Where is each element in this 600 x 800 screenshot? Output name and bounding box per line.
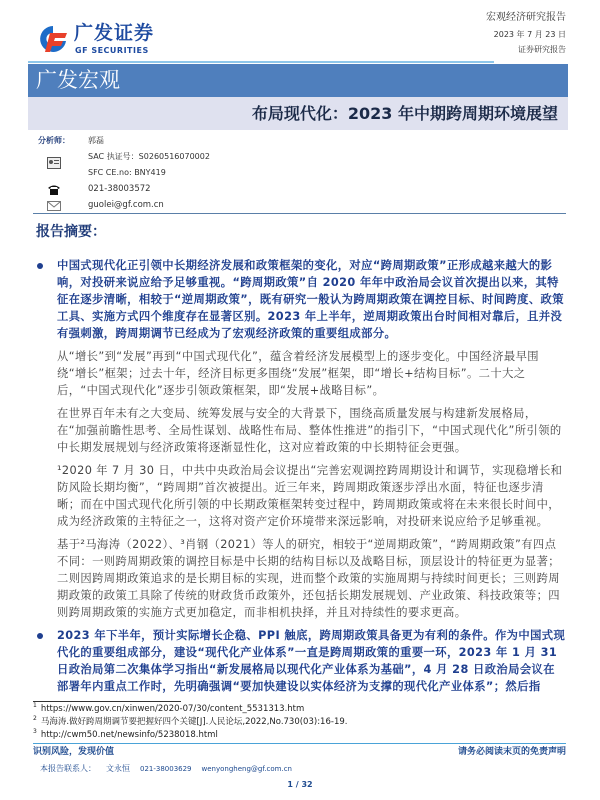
summary-bullet-1: 中国式现代化正引领中长期经济发展和政策框架的变化，对应“跨周期政策”正形成越来越大的影响，对投研来说应给予足够重视。“跨周期政策”自 2020 年年中政治局会议首次提出以来，其特征在逐步清晰，相较于“逆周期政策”，既有研究一般认为跨周期政策在调控目标、时间跨度、政策工具、实施方式四个维度存在显著区别。2023 年上半年，逆周期政策出台时间相对靠后，且并没有强刺激，跨周期调节已经成为了宏观经济政策的重要组成部分。 (57, 259, 564, 340)
bullet-icon (37, 263, 43, 269)
sac-number: SAC 执证号：S0260516070002 (88, 152, 210, 161)
footer-contact (40, 763, 292, 775)
summary-paragraph-4: 基于²马海涛（2022）、³肖钢（2021）等人的研究，相较于“逆周期政策”，“跨周期政策”有四点不同：一则跨周期政策的调控目标是中长期的结构目标以及战略目标，顶层设计的特征更为显著；二则因跨周期政策追求的是长期目标的实现，进而整个政策的实施周期与持续时间更长；三则跨周期政策的政策工具除了传统的财政货币政策外，还包括长期发展规划、产业政策、科技政策等；四则跨周期政策的实施方式更加稳定，而非相机抉择，并且对持续性的要求更高。 (57, 538, 560, 619)
contact-email[interactable]: wenyongheng@gf.com.cn (201, 765, 292, 773)
footer-divider (33, 743, 566, 744)
analyst-label: 分析师： (38, 136, 70, 145)
email-icon (47, 200, 61, 212)
summary-bullet-1-block (57, 257, 566, 342)
analyst-phone: 021-38003572 (88, 184, 151, 194)
summary-paragraph-1: 从“增长”到“发展”再到“中国式现代化”，蕴含着经济发展模型上的逐步变化。中国经济最早围绕“增长”框架；过去十年，经济目标更多围绕“发展”框架，即“增长+结构目标”。二十大之后，“中国式现代化”逐步引领政策框架，即“发展+战略目标”。 (57, 350, 540, 397)
report-date: 2023 年 7 月 23 日 (493, 30, 566, 39)
gf-logo-icon (38, 24, 68, 54)
column-title: 广发宏观 (36, 68, 120, 92)
footnote-2 (33, 716, 347, 729)
summary-paragraph-3: ¹2020 年 7 月 30 日，中共中央政治局会议提出“完善宏观调控跨周期设计和调节，实现稳增长和防风险长期均衡”，“跨周期”首次被提出。近三年来，跨周期政策逐步浮出水面，特征也逐步清晰；而在中国式现代化所引领的中长期政策框架转变过程中，跨周期政策或将在未来很长时间中，成为经济政策的主特征之一，这将对资产定价环境带来深远影响，对投研来说应给予足够重视。 (57, 464, 563, 528)
footnote-number: 1 (33, 702, 37, 709)
bullet-icon (37, 633, 43, 639)
id-card-icon (47, 157, 61, 169)
summary-bullet-2-block (57, 627, 566, 695)
footnote-number: 2 (33, 715, 37, 722)
report-type: 宏观经济研究报告 (486, 12, 566, 23)
report-title: 布局现代化：2023 年中期跨周期环境展望 (251, 104, 558, 123)
summary-heading: 报告摘要： (36, 224, 106, 240)
summary-body (57, 257, 566, 695)
footnote-3 (33, 729, 347, 742)
sfc-number: SFC CE.no: BNY419 (88, 168, 166, 177)
logo-cn-text: 广发证券 (74, 22, 155, 44)
gf-securities-logo (38, 22, 168, 58)
contact-phone: 021-38003629 (140, 765, 192, 773)
footer-disclaimer: 请务必阅读末页的免责声明 (457, 747, 566, 757)
summary-bullet-2: 2023 年下半年，预计实际增长企稳、PPI 触底，跨周期政策具备更为有利的条件。作为中国式现代化的重要组成部分，建设“现代化产业体系”一直是跨周期政策的重要一环，2023 年 1 月 31 日政治局第二次集体学习指出“新发展格局以现代化产业体系为基础”，4 月 28 日政治局会议在部署年内重点工作时，先明确强调“要加快建设以实体经济为支撑的现代化产业体系”；然后指 (57, 629, 566, 693)
footnote-number: 3 (33, 728, 37, 735)
footer-slogan: 识别风险，发现价值 (33, 747, 115, 757)
footnote-link[interactable]: https://www.gov.cn/xinwen/2020-07/30/content_5531313.htm (40, 704, 305, 714)
summary-paragraph-2: 在世界百年未有之大变局、统筹发展与安全的大背景下，围绕高质量发展与构建新发展格局，在“加强前瞻性思考、全局性谋划、战略性布局、整体性推进”的指引下，“中国式现代化”所引领的中长期发展规划与经济政策将逐渐显性化，这对应着政策的中长期特征会更强。 (57, 407, 562, 454)
phone-icon (47, 184, 61, 196)
footnote-1 (33, 703, 347, 716)
analyst-divider (33, 213, 566, 214)
footnote-link[interactable]: http://cwm50.net/newsinfo/5238018.html (40, 730, 218, 740)
report-category: 证券研究报告 (518, 45, 566, 54)
title-band (28, 97, 568, 130)
header-divider (28, 61, 494, 63)
analyst-name: 郭磊 (88, 136, 104, 145)
logo-en-text: GF SECURITIES (75, 46, 149, 55)
footnotes (33, 703, 347, 742)
analyst-email[interactable]: guolei@gf.com.cn (88, 200, 164, 210)
footnote-divider (33, 701, 181, 702)
contact-label: 本报告联系人： (40, 764, 96, 773)
column-band (28, 64, 568, 97)
page-number: 1 / 32 (287, 780, 313, 789)
contact-name: 文永恒 (106, 764, 130, 773)
footnote-text: 马海涛.做好跨周期调节要把握好四个关键[J].人民论坛,2022,No.730(03):16-19. (40, 717, 348, 727)
